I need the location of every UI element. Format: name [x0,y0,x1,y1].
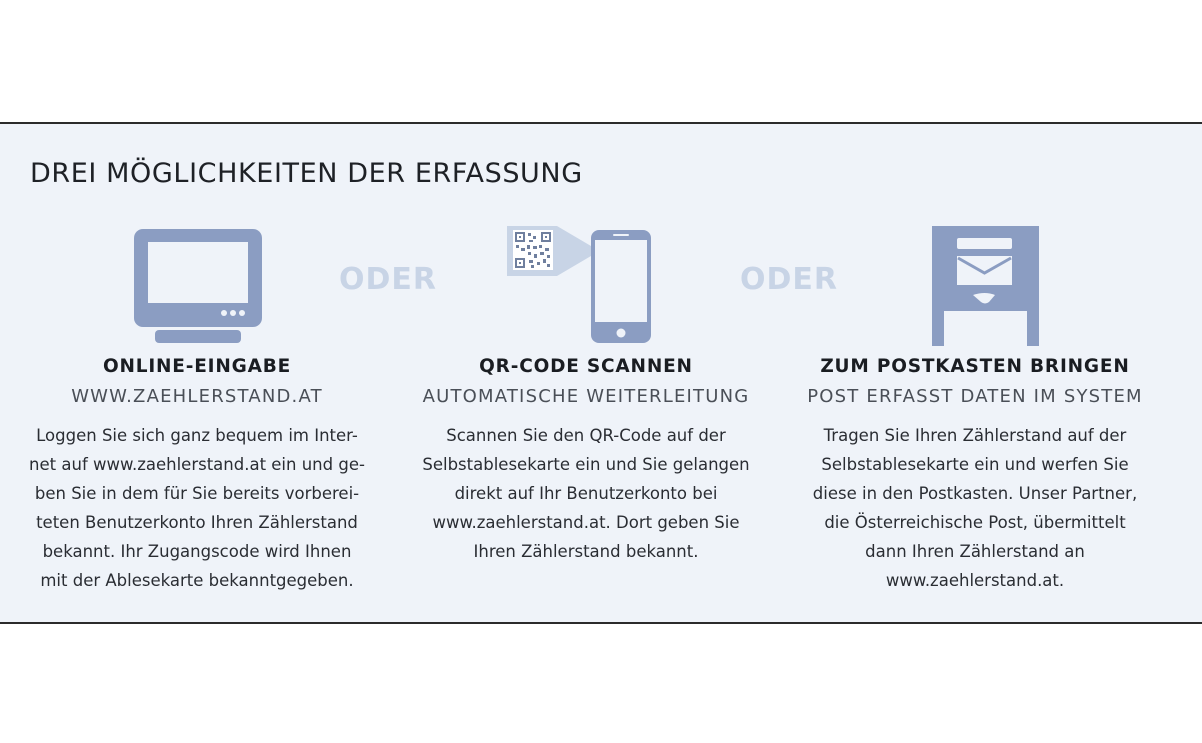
option-description [396,421,776,566]
option-description [785,421,1165,595]
description-line: Ihren Zählerstand bekannt. [473,542,699,561]
option-subheading: WWW.ZAEHLERSTAND.AT [71,386,323,407]
monitor-icon [133,228,263,344]
oder-separator-2: ODER [740,262,838,297]
description-line: Selbstablesekarte ein und Sie gelangen [422,455,750,474]
description-line: www.zaehlerstand.at. Dort geben Sie [432,513,740,532]
option-qr-code [396,356,776,566]
description-line: www.zaehlerstand.at. [885,571,1065,590]
option-description [7,421,387,595]
description-line: die Österreichische Post, übermittelt [824,513,1126,532]
description-line: Loggen Sie sich ganz bequem im Inter- [36,426,358,445]
description-line: diese in den Postkasten. Unser Partner, [812,484,1138,503]
description-line: mit der Ablesekarte bekanntgegeben. [40,571,354,590]
description-line: Scannen Sie den QR-Code auf der [446,426,726,445]
mailbox-icon [931,225,1040,347]
description-line: Selbstablesekarte ein und werfen Sie [821,455,1129,474]
option-heading: QR-CODE SCANNEN [479,356,693,377]
option-online [7,356,387,595]
description-line: dann Ihren Zählerstand an [865,542,1085,561]
description-line: ben Sie in dem für Sie bereits vorberei- [34,484,360,503]
description-line: teten Benutzerkonto Ihren Zählerstand [36,513,358,532]
smartphone-qr-icon [507,224,653,344]
option-subheading: POST ERFASST DATEN IM SYSTEM [807,386,1143,407]
page-title: DREI MÖGLICHKEITEN DER ERFASSUNG [30,158,583,189]
description-line: net auf www.zaehlerstand.at ein und ge- [29,455,365,474]
oder-separator-1: ODER [339,262,437,297]
description-line: direkt auf Ihr Benutzerkonto bei [454,484,718,503]
description-line: Tragen Sie Ihren Zählerstand auf der [823,426,1127,445]
option-subheading: AUTOMATISCHE WEITERLEITUNG [422,386,750,407]
option-heading: ONLINE-EINGABE [102,356,292,377]
description-line: bekannt. Ihr Zugangscode wird Ihnen [42,542,352,561]
info-panel [0,122,1202,624]
option-postkasten [785,356,1165,595]
option-heading: ZUM POSTKASTEN BRINGEN [820,356,1130,377]
